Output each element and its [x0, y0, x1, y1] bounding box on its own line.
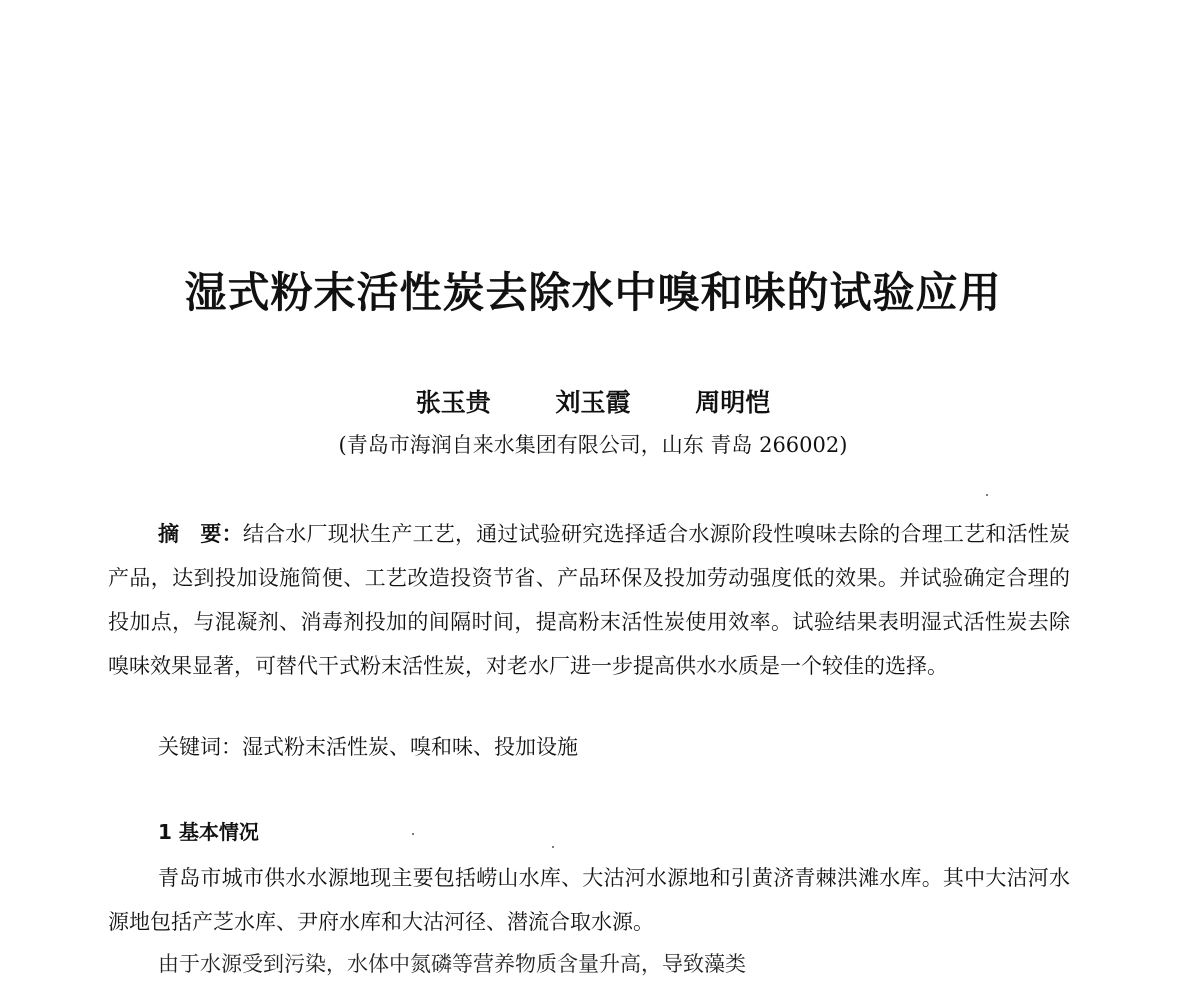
scan-speck: [412, 833, 414, 835]
keywords: [158, 725, 1058, 769]
abstract-text: 结合水厂现状生产工艺，通过试验研究选择适合水源阶段性嗅味去除的合理工艺和活性炭产品，达到投加设施简便、工艺改造投资节省、产品环保及投加劳动强度低的效果。并试验确定合理的投加点，与混凝剂、消毒剂投加的间隔时间，提高粉末活性炭使用效率。试验结果表明湿式活性炭去除嗅味效果显著，可替代干式粉末活性炭，对老水厂进一步提高供水水质是一个较佳的选择。: [108, 522, 1070, 678]
author-2: 刘玉霞: [555, 388, 631, 417]
section-1-next-line: 由于水源受到污染，水体中氮磷等营养物质含量升高，导致藻类: [158, 952, 746, 976]
abstract-label: 摘 要：: [158, 521, 243, 546]
author-1: 张玉贵: [415, 388, 491, 417]
section-1-heading: 1 基本情况: [158, 820, 259, 844]
keywords-label: 关键词：: [158, 735, 242, 759]
keywords-text: 湿式粉末活性炭、嗅和味、投加设施: [242, 735, 578, 759]
scan-speck: [552, 846, 554, 848]
section-1-paragraph: 青岛市城市供水水源地现主要包括崂山水库、大沽河水源地和引黄济青棘洪滩水库。其中大沽河水源地包括产芝水库、尹府水库和大沽河径、潜流合取水源。: [108, 866, 1070, 934]
author-list: [0, 385, 1186, 421]
abstract: [108, 512, 1070, 688]
paper-title: 湿式粉末活性炭去除水中嗅和味的试验应用: [184, 268, 1002, 317]
scan-speck: [986, 494, 988, 496]
affiliation: (青岛市海润自来水集团有限公司，山东 青岛 266002): [338, 433, 848, 457]
author-3: 周明恺: [695, 388, 771, 417]
